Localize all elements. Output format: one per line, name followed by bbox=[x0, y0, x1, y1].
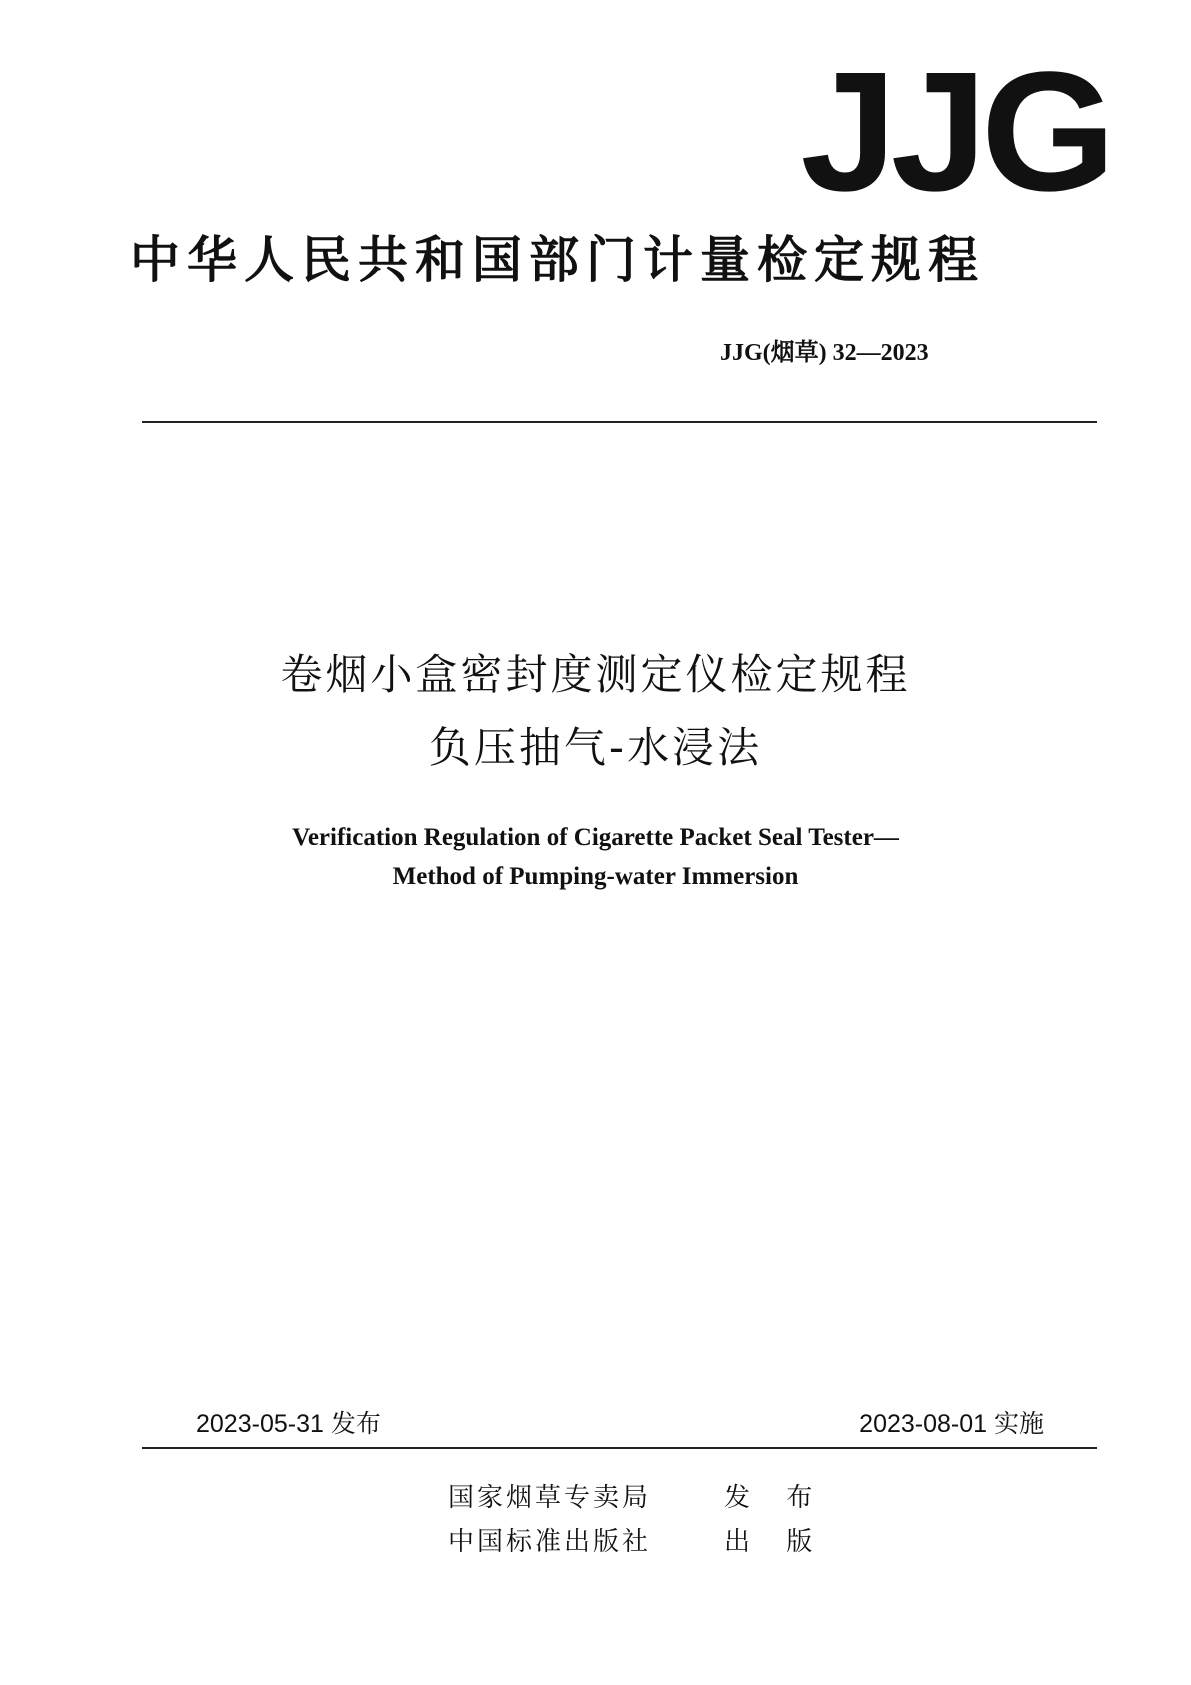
english-title-line-2: Method of Pumping-water Immersion bbox=[392, 863, 799, 890]
publisher-role-1: 发 布 bbox=[724, 1483, 827, 1513]
publisher-role-2: 出 版 bbox=[724, 1527, 827, 1557]
issue-date: 2023-05-31 发布 bbox=[196, 1410, 381, 1438]
bottom-divider bbox=[142, 1447, 1097, 1449]
jjg-logo: JJG bbox=[800, 37, 1110, 227]
top-divider bbox=[142, 421, 1097, 423]
publisher-org-2: 中国标准出版社 bbox=[448, 1527, 652, 1557]
standard-number: JJG(烟草) 32—2023 bbox=[720, 340, 929, 366]
regulation-category-title: 中华人民共和国部门计量检定规程 bbox=[130, 230, 985, 289]
english-title-line-1: Verification Regulation of Cigarette Packet Seal Tester— bbox=[292, 824, 899, 851]
chinese-title-line-2: 负压抽气-水浸法 bbox=[428, 723, 763, 772]
implementation-date: 2023-08-01 实施 bbox=[859, 1410, 1044, 1438]
publisher-org-1: 国家烟草专卖局 bbox=[448, 1483, 652, 1513]
chinese-title-line-1: 卷烟小盒密封度测定仪检定规程 bbox=[280, 650, 911, 699]
